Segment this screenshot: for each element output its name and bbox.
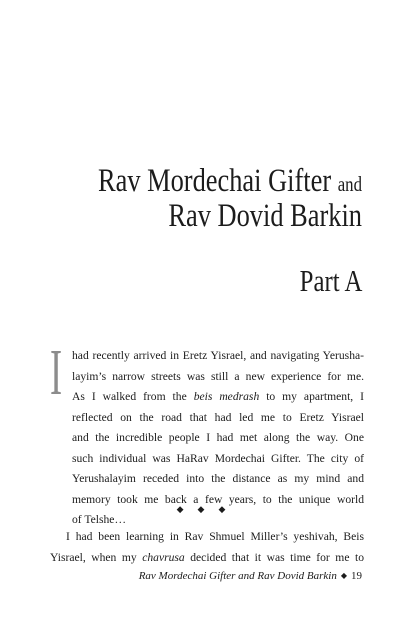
diamond-icon: ◆ xyxy=(340,571,347,580)
section-ornament xyxy=(0,504,416,515)
chapter-title-line-2: Rav Dovid Barkin xyxy=(168,198,362,234)
chapter-title-name-1: Rav Mordechai Gifter xyxy=(98,163,332,199)
paragraph-text: to my apartment, I xyxy=(259,390,364,403)
paragraph-line: reflected on the road that had led me to Eretz Yisrael xyxy=(72,410,364,424)
diamond-icon: ◆ xyxy=(197,504,219,514)
paragraph-1 xyxy=(50,346,364,531)
chapter-title-line-1 xyxy=(98,165,362,198)
part-title: Part A xyxy=(299,263,362,298)
italic-term: beis medrash xyxy=(193,390,260,403)
diamond-icon: ◆ xyxy=(218,504,240,514)
running-title: Rav Mordechai Gifter and Rav Dovid Barkin xyxy=(138,570,337,582)
paragraph-line: and the incredible people I had met along the way. One xyxy=(72,431,364,444)
chapter-title-and: and xyxy=(337,172,362,196)
diamond-icon: ◆ xyxy=(176,504,198,514)
paragraph-text: As I walked from the xyxy=(72,390,194,403)
italic-term: chavrusa xyxy=(142,550,185,564)
paragraph-2 xyxy=(50,527,364,568)
paragraph-line: Yerushalayim receded into the distance as my mind and xyxy=(72,472,364,485)
drop-cap: I xyxy=(50,336,63,409)
paragraph-text: decided that it was time for me to xyxy=(184,550,364,564)
page-number: 19 xyxy=(351,570,362,582)
paragraph-line xyxy=(72,387,364,408)
paragraph-line: had recently arrived in Eretz Yisrael, and navigating Yerusha- xyxy=(72,349,364,362)
paragraph-line: of Telshe… xyxy=(72,513,127,526)
page-footer xyxy=(139,570,362,582)
paragraph-line: I had been learning in Rav Shmuel Miller’s yeshivah, Beis xyxy=(66,530,364,543)
paragraph-line: layim’s narrow streets was still a new experience for me. xyxy=(72,369,364,383)
paragraph-line: such individual was HaRav Mordechai Gifter. The city of xyxy=(72,451,364,465)
paragraph-line: memory took me back a few years, to the unique world xyxy=(72,492,364,506)
paragraph-text: Yisrael, when my xyxy=(50,550,143,564)
paragraph-line xyxy=(50,548,364,569)
